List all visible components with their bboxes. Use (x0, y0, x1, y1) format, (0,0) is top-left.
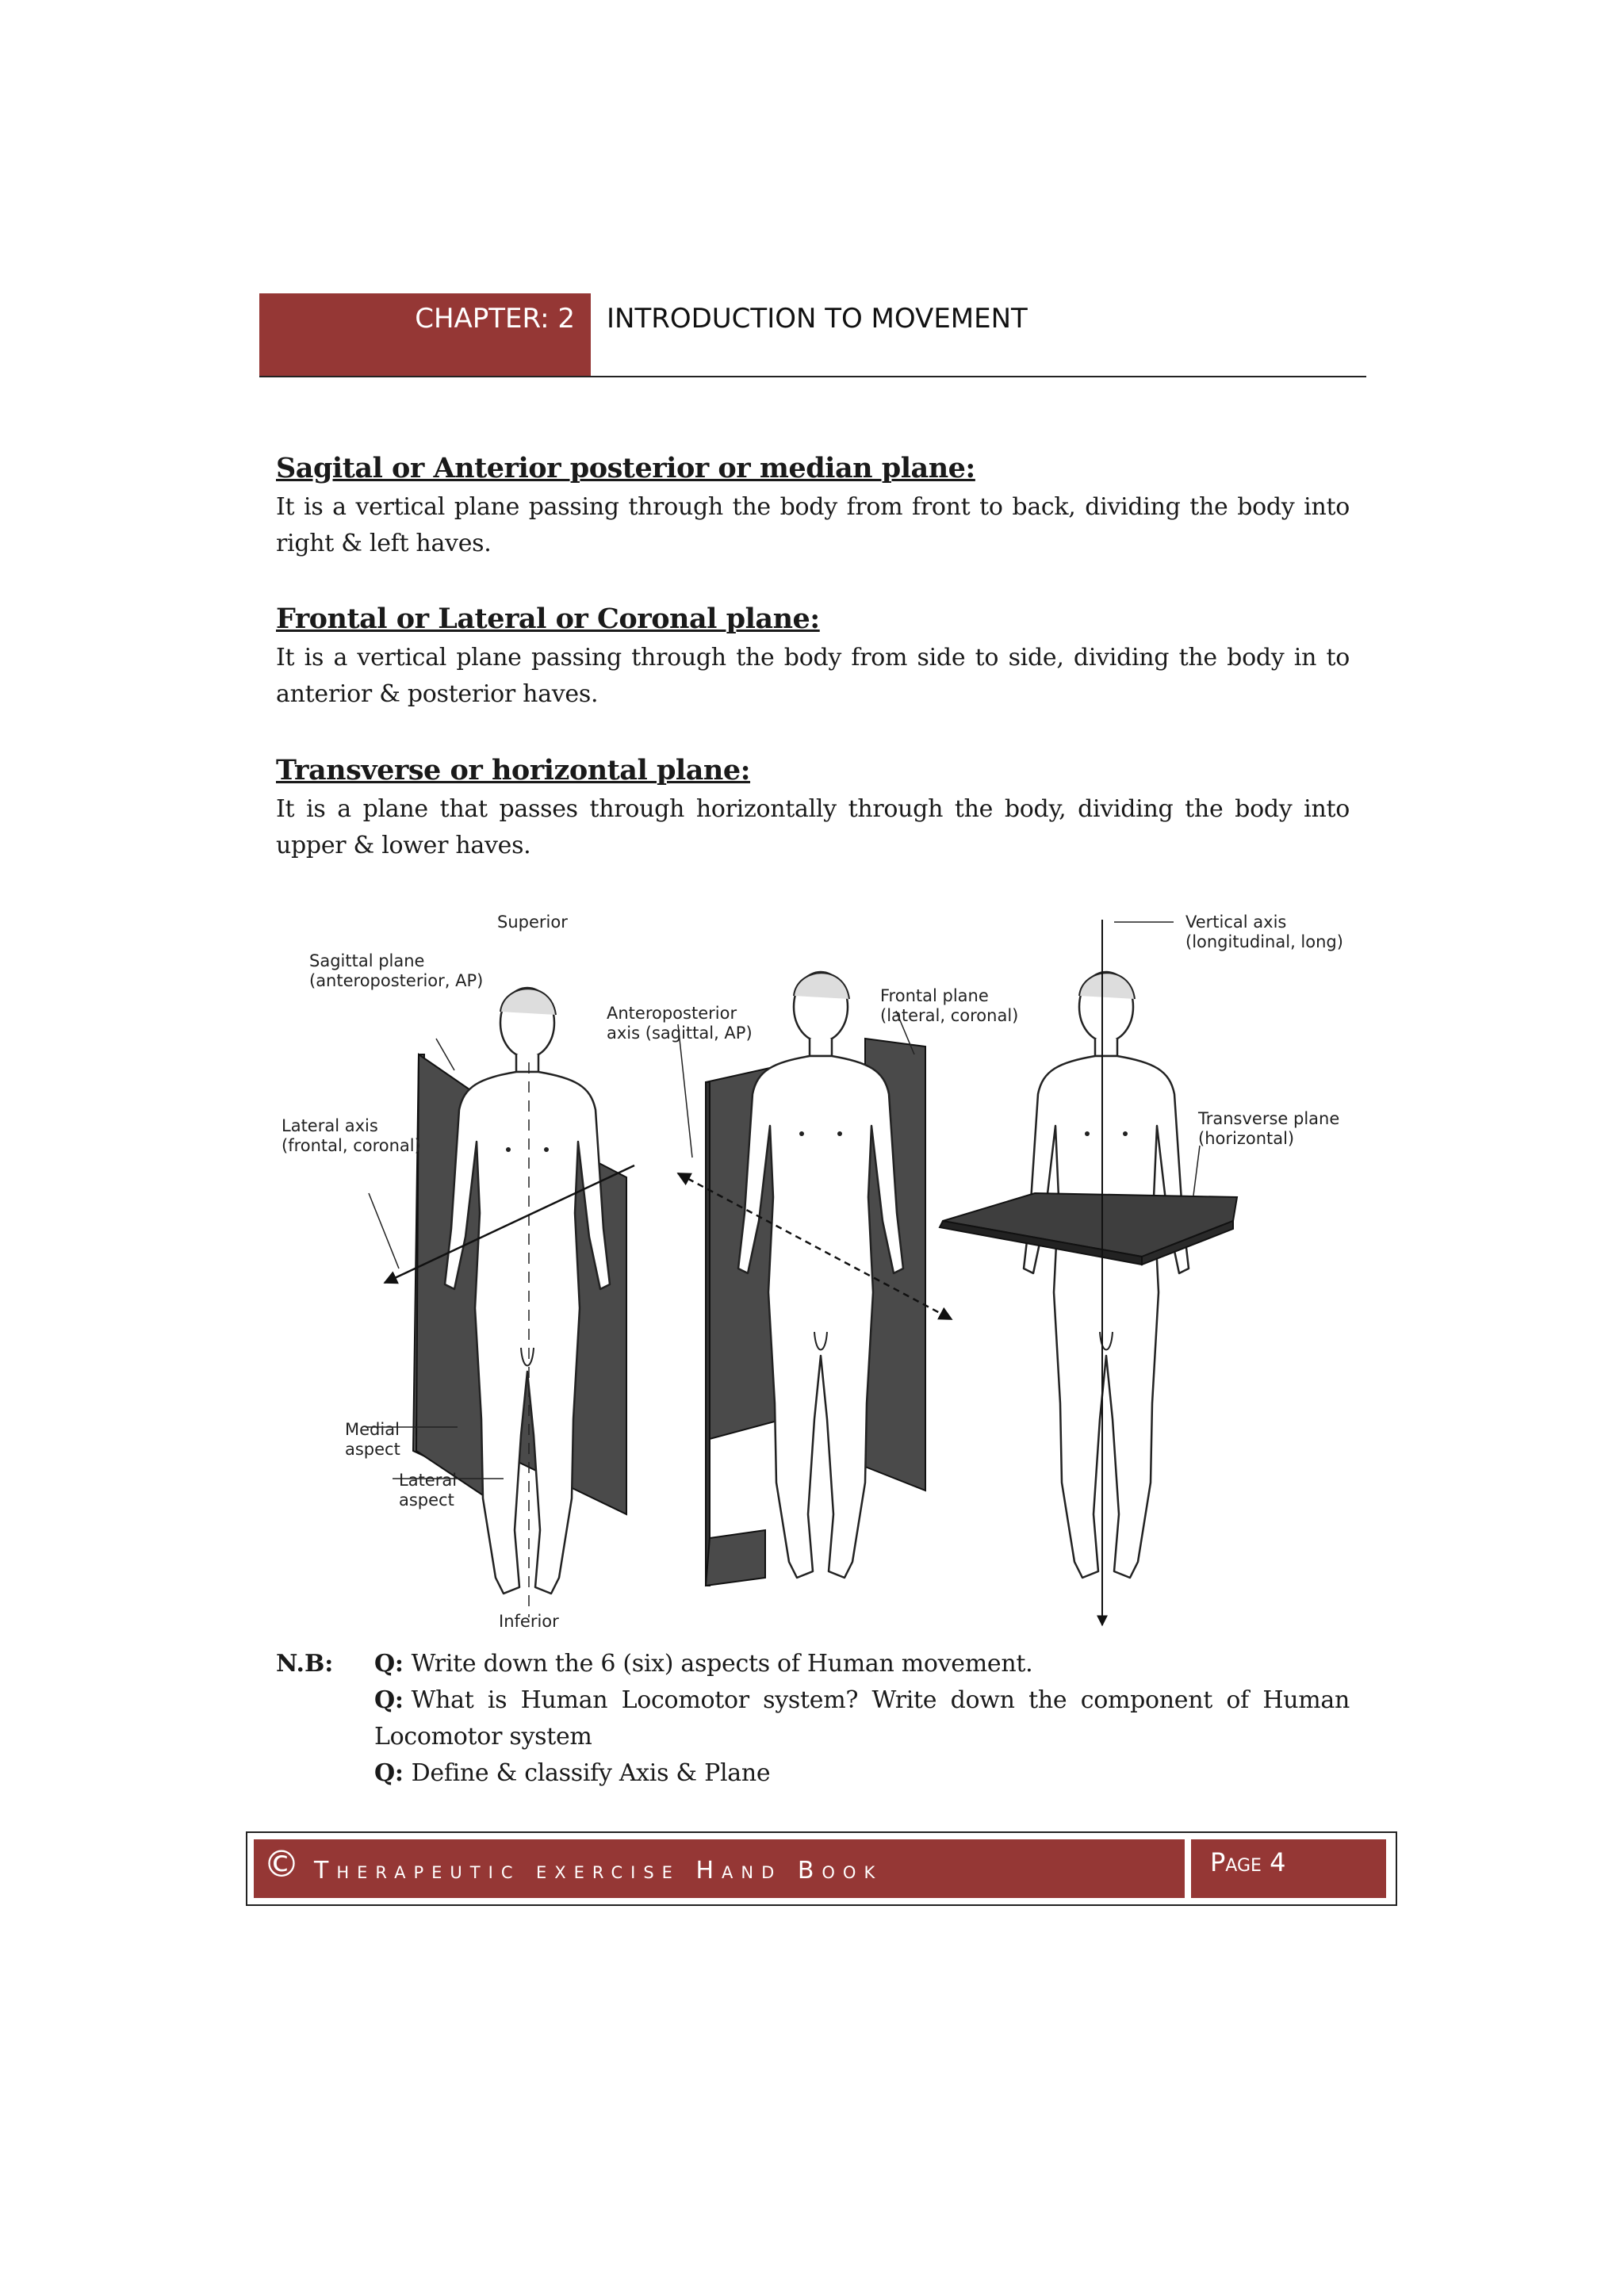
question-item (374, 1682, 1350, 1755)
human-figure-3 (1024, 972, 1189, 1578)
question-text: Write down the 6 (six) aspects of Human movement. (411, 1650, 1033, 1678)
label-transverse-plane: Transverse plane (1198, 1109, 1340, 1128)
chapter-header (259, 293, 1366, 377)
label-lateral-axis: Lateral axis (282, 1116, 378, 1135)
section-sagittal-plane (276, 452, 1350, 562)
sagittal-plane-figure (282, 913, 634, 1631)
question-item (374, 1646, 1350, 1682)
leader-line (436, 1039, 454, 1070)
nb-label: N.B: (276, 1650, 334, 1678)
section-heading: Sagital or Anterior posterior or median plane: (276, 452, 975, 484)
leader-line (678, 1024, 692, 1158)
section-transverse-plane (276, 754, 1350, 864)
label-lateral-aspect: Lateral (399, 1471, 458, 1490)
question-text: What is Human Locomotor system? Write down the component of Human Locomotor system (374, 1686, 1350, 1751)
footer-book-title (254, 1839, 1185, 1898)
header-divider (259, 376, 1366, 377)
question-text: Define & classify Axis & Plane (411, 1759, 771, 1787)
question-marker: Q: (374, 1759, 404, 1787)
label-transverse-plane-sub: (horizontal) (1198, 1129, 1295, 1148)
section-heading: Transverse or horizontal plane: (276, 754, 751, 786)
label-inferior: Inferior (499, 1612, 559, 1631)
frontal-plane-figure (607, 972, 1018, 1586)
section-text: It is a vertical plane passing through the body from side to side, dividing the body in to anterior & posterior haves. (276, 644, 1350, 708)
chapter-title: INTRODUCTION TO MOVEMENT (607, 303, 1028, 335)
label-lateral-axis-sub: (frontal, coronal) (282, 1136, 421, 1155)
chapter-number: CHAPTER: 2 (259, 293, 591, 377)
copyright-icon: © (263, 1843, 300, 1885)
label-medial-aspect-sub: aspect (345, 1440, 400, 1459)
book-title: Therapeutic exercise Hand Book (314, 1857, 883, 1885)
label-sagittal-plane-sub: (anteroposterior, AP) (309, 971, 484, 990)
leader-line (369, 1193, 399, 1269)
section-heading: Frontal or Lateral or Coronal plane: (276, 603, 820, 635)
anatomical-planes-figure (274, 904, 1352, 1641)
section-text: It is a plane that passes through horizontally through the body, dividing the body into upper & lower haves. (276, 795, 1350, 859)
label-sagittal-plane: Sagittal plane (309, 951, 425, 970)
label-vertical-axis-sub: (longitudinal, long) (1185, 932, 1343, 951)
section-frontal-plane (276, 603, 1350, 713)
label-medial-aspect: Medial (345, 1420, 400, 1439)
question-item (374, 1755, 1350, 1792)
label-frontal-plane: Frontal plane (880, 986, 989, 1005)
label-vertical-axis: Vertical axis (1185, 913, 1287, 932)
label-lateral-aspect-sub: aspect (399, 1490, 454, 1510)
label-superior: Superior (497, 913, 568, 932)
leader-line (1193, 1146, 1200, 1196)
page-footer (246, 1831, 1397, 1906)
label-frontal-plane-sub: (lateral, coronal) (880, 1006, 1019, 1025)
section-text: It is a vertical plane passing through the body from front to back, dividing the body into right & left haves. (276, 493, 1350, 557)
question-list (374, 1646, 1350, 1792)
label-anteroposterior-axis-sub: axis (sagittal, AP) (607, 1024, 753, 1043)
page-number: Page 4 (1191, 1839, 1386, 1898)
question-marker: Q: (374, 1650, 404, 1678)
question-marker: Q: (374, 1686, 404, 1714)
label-anteroposterior-axis: Anteroposterior (607, 1004, 737, 1023)
anatomical-planes-illustration (274, 904, 1352, 1641)
